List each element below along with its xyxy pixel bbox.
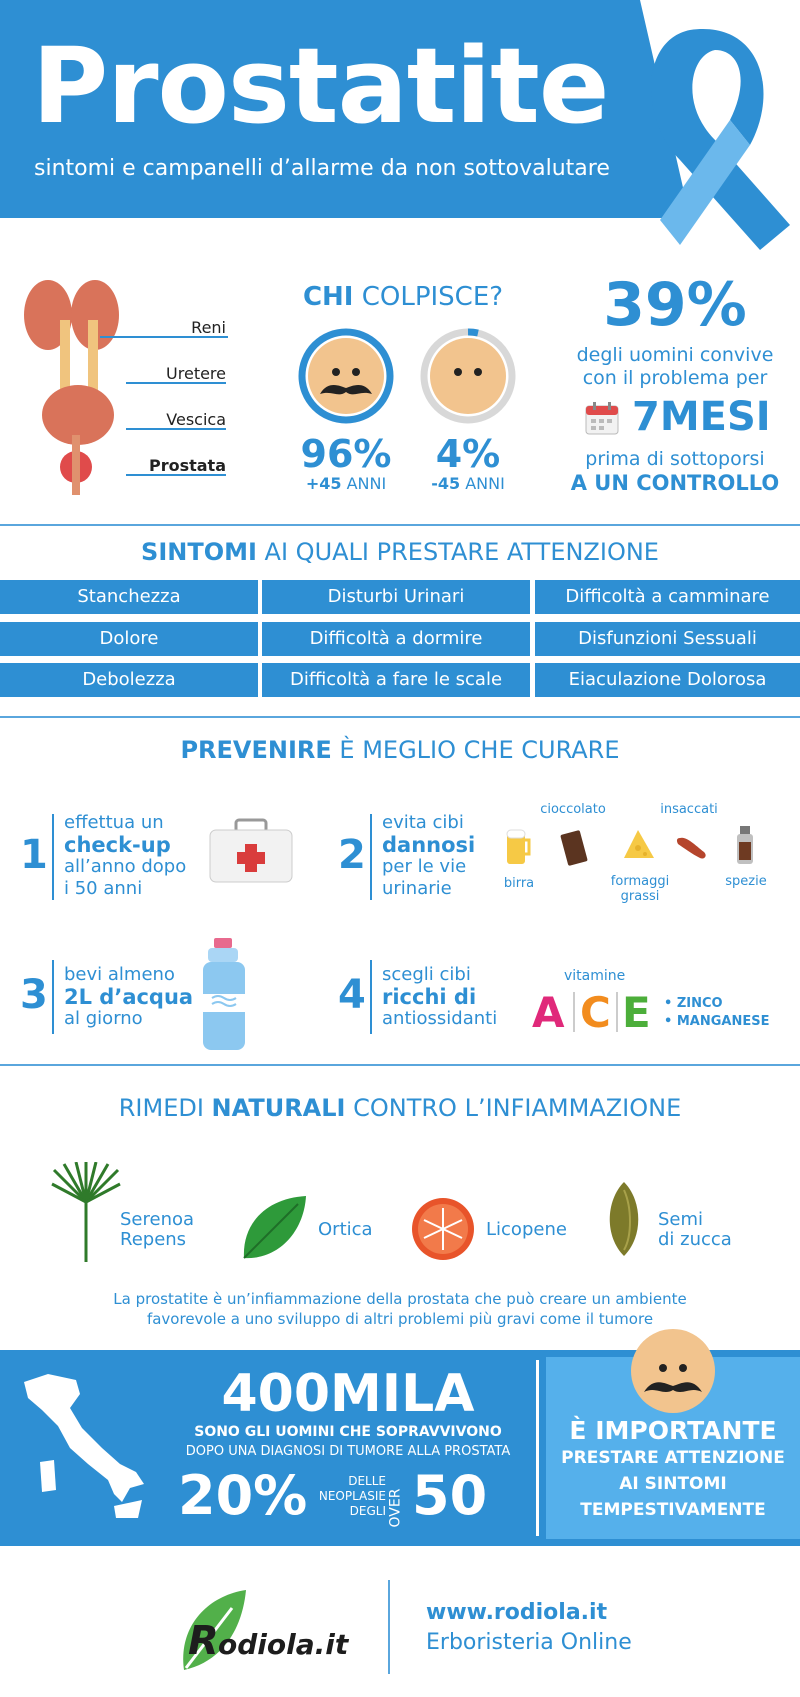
- who-heading: [288, 282, 518, 312]
- step-1-number: 1: [20, 832, 48, 878]
- nettle-leaf-icon: [238, 1192, 310, 1264]
- stats-line1: SONO GLI UOMINI CHE SOPRAVVIVONO: [194, 1424, 502, 1440]
- remedy-semi-line2: di zucca: [658, 1229, 732, 1250]
- remedy-serenoa: [120, 1210, 194, 1250]
- remedy-semi-line1: Semi: [658, 1209, 704, 1230]
- face-under45-icon: [420, 328, 516, 424]
- remedies-heading: [0, 1094, 800, 1122]
- symptoms-heading-rest: AI QUALI PRESTARE ATTENZIONE: [256, 538, 659, 566]
- label-reni: Reni: [191, 318, 226, 337]
- stat-39-line3: prima di sottoporsi: [585, 448, 765, 470]
- remedy-serenoa-line2: Repens: [120, 1229, 187, 1250]
- age-over45-rest: ANNI: [341, 474, 387, 493]
- who-heading-rest: COLPISCE?: [353, 282, 504, 312]
- stats-small-text: [316, 1474, 386, 1519]
- food-label-spezie: spezie: [725, 874, 767, 889]
- vitamin-e: E: [622, 988, 651, 1037]
- food-label-formaggi: [602, 874, 678, 904]
- palm-leaf-icon: [50, 1162, 122, 1268]
- urinary-system-icon: [20, 275, 130, 495]
- stats-fifty: 50: [412, 1464, 488, 1527]
- symptom-cell: Debolezza: [0, 663, 258, 697]
- important-line4: TEMPESTIVAMENTE: [580, 1500, 766, 1520]
- mineral-zinco: • ZINCO: [664, 996, 723, 1011]
- calendar-icon: [584, 400, 620, 436]
- remedy-ortica: Ortica: [318, 1219, 373, 1240]
- stat-39-line2: con il problema per: [582, 367, 768, 389]
- step-4-line3: antiossidanti: [382, 1008, 498, 1029]
- step-bar: [370, 960, 372, 1034]
- remedies-note-line2: favorevole a uno sviluppo di altri problemi più gravi come il tumore: [146, 1310, 654, 1328]
- logo-text: odiola.it: [218, 1628, 349, 1661]
- step-4-line1: scegli cibi: [382, 964, 471, 985]
- step-1-line1: effettua un: [64, 812, 164, 833]
- symptom-cell: Stanchezza: [0, 580, 258, 614]
- prevent-heading: [0, 736, 800, 764]
- footer-divider: [388, 1580, 390, 1674]
- stats-big-number: 400MILA: [221, 1364, 475, 1424]
- stat-39-months: 7MESI: [632, 394, 771, 440]
- awareness-ribbon-icon: [620, 10, 800, 260]
- beer-icon: [504, 826, 532, 866]
- vitamin-a: A: [532, 988, 565, 1037]
- section-divider: [0, 1064, 800, 1066]
- stats-divider: [536, 1360, 539, 1536]
- step-2-text: [382, 812, 475, 900]
- food-label-formaggi-line2: grassi: [620, 889, 660, 904]
- step-3-number: 3: [20, 972, 48, 1018]
- age-over45: [296, 474, 396, 493]
- pepper-grinder-icon: [734, 824, 756, 866]
- vitamin-divider: [616, 992, 618, 1032]
- important-line3: AI SINTOMI: [619, 1474, 727, 1494]
- stats-pct: 20%: [178, 1464, 308, 1527]
- food-label-insaccati: insaccati: [660, 802, 718, 817]
- remedies-heading-bold: NATURALI: [211, 1094, 346, 1122]
- step-2-line2: dannosi: [382, 833, 476, 857]
- vitamin-divider: [573, 992, 575, 1032]
- symptom-cell: Dolore: [0, 622, 258, 656]
- step-3-line1: bevi almeno: [64, 964, 175, 985]
- label-uretere: Uretere: [166, 364, 226, 383]
- stats-degli: DEGLI: [349, 1504, 386, 1518]
- who-heading-bold: CHI: [302, 282, 354, 312]
- sausage-icon: [674, 830, 712, 862]
- tomato-slice-icon: [410, 1196, 476, 1262]
- age-under45-bold: -45: [431, 474, 461, 493]
- age-under45-rest: ANNI: [460, 474, 505, 493]
- italy-map-icon: [18, 1368, 158, 1528]
- footer-url-link[interactable]: www.rodiola.it: [426, 1600, 608, 1625]
- vitamins-label: vitamine: [564, 968, 626, 984]
- step-2-line1: evita cibi: [382, 812, 464, 833]
- stats-delle: DELLE: [348, 1474, 386, 1488]
- remedy-licopene: Licopene: [486, 1219, 567, 1240]
- remedies-note-line1: La prostatite è un’infiammazione della prostata che può creare un ambiente: [113, 1290, 687, 1308]
- food-label-formaggi-line1: formaggi: [610, 874, 670, 889]
- prevent-heading-rest: È MEGLIO CHE CURARE: [331, 736, 620, 764]
- stats-over: OVER: [387, 1488, 404, 1528]
- header: [0, 0, 800, 218]
- symptom-cell: Disfunzioni Sessuali: [535, 622, 800, 656]
- symptoms-heading-bold: SINTOMI: [141, 538, 257, 566]
- stats-line2: DOPO UNA DIAGNOSI DI TUMORE ALLA PROSTATA: [185, 1444, 511, 1459]
- symptom-cell: Difficoltà a dormire: [262, 622, 530, 656]
- logo-letter: R: [188, 1618, 219, 1664]
- step-3-text: [64, 964, 193, 1030]
- step-4-number: 4: [338, 972, 366, 1018]
- step-2-line4: urinarie: [382, 878, 452, 899]
- symptom-cell: Difficoltà a camminare: [535, 580, 800, 614]
- step-bar: [52, 960, 54, 1034]
- remedy-semi: [658, 1210, 732, 1250]
- page-title: Prostatite: [32, 25, 609, 147]
- step-4-text: [382, 964, 497, 1030]
- step-1-line4: i 50 anni: [64, 878, 143, 899]
- step-4-line2: ricchi di: [382, 985, 477, 1009]
- important-line2: PRESTARE ATTENZIONE: [561, 1448, 785, 1468]
- step-3-line2: 2L d’acqua: [64, 985, 194, 1009]
- pct-under45: 4%: [435, 432, 501, 476]
- food-label-cioccolato: cioccolato: [540, 802, 606, 817]
- stat-39-line1: degli uomini convive: [576, 344, 774, 366]
- step-2-line3: per le vie: [382, 856, 467, 877]
- step-bar: [370, 814, 372, 900]
- section-divider: [0, 716, 800, 718]
- cheese-icon: [620, 826, 656, 862]
- vitamin-c: C: [580, 988, 611, 1037]
- important-line1: È IMPORTANTE: [569, 1416, 777, 1445]
- symptom-cell: Disturbi Urinari: [262, 580, 530, 614]
- symptoms-heading: [0, 538, 800, 566]
- face-mustache-icon: [628, 1326, 718, 1416]
- age-over45-bold: +45: [305, 474, 342, 493]
- step-1-line2: check-up: [64, 833, 171, 857]
- step-2-number: 2: [338, 832, 366, 878]
- pumpkin-seed-icon: [602, 1180, 646, 1260]
- stats-neoplasie: NEOPLASIE: [318, 1489, 386, 1503]
- mineral-manganese: • MANGANESE: [664, 1014, 770, 1029]
- symptom-cell: Difficoltà a fare le scale: [262, 663, 530, 697]
- step-bar: [52, 814, 54, 900]
- remedies-heading-pre: RIMEDI: [118, 1094, 212, 1122]
- remedies-heading-rest: CONTRO L’INFIAMMAZIONE: [345, 1094, 682, 1122]
- footer-tagline: Erboristeria Online: [426, 1630, 632, 1655]
- label-prostata: Prostata: [148, 456, 226, 475]
- water-bottle-icon: [200, 936, 248, 1052]
- stat-39-line4: A UN CONTROLLO: [570, 471, 780, 495]
- pct-over45: 96%: [300, 432, 392, 476]
- symptom-cell: Eiaculazione Dolorosa: [535, 663, 800, 697]
- age-under45: [418, 474, 518, 493]
- label-vescica: Vescica: [166, 410, 226, 429]
- chocolate-icon: [558, 830, 590, 866]
- step-3-line3: al giorno: [64, 1008, 143, 1029]
- face-over45-icon: [298, 328, 394, 424]
- food-label-birra: birra: [503, 876, 535, 891]
- remedy-serenoa-line1: Serenoa: [120, 1209, 195, 1230]
- first-aid-kit-icon: [208, 818, 294, 884]
- section-divider: [0, 524, 800, 526]
- step-1-line3: all’anno dopo: [64, 856, 187, 877]
- page-subtitle: sintomi e campanelli d’allarme da non sottovalutare: [34, 156, 610, 181]
- prevent-heading-bold: PREVENIRE: [180, 736, 332, 764]
- step-1-text: [64, 812, 186, 900]
- stat-39-pct: 39%: [603, 270, 747, 340]
